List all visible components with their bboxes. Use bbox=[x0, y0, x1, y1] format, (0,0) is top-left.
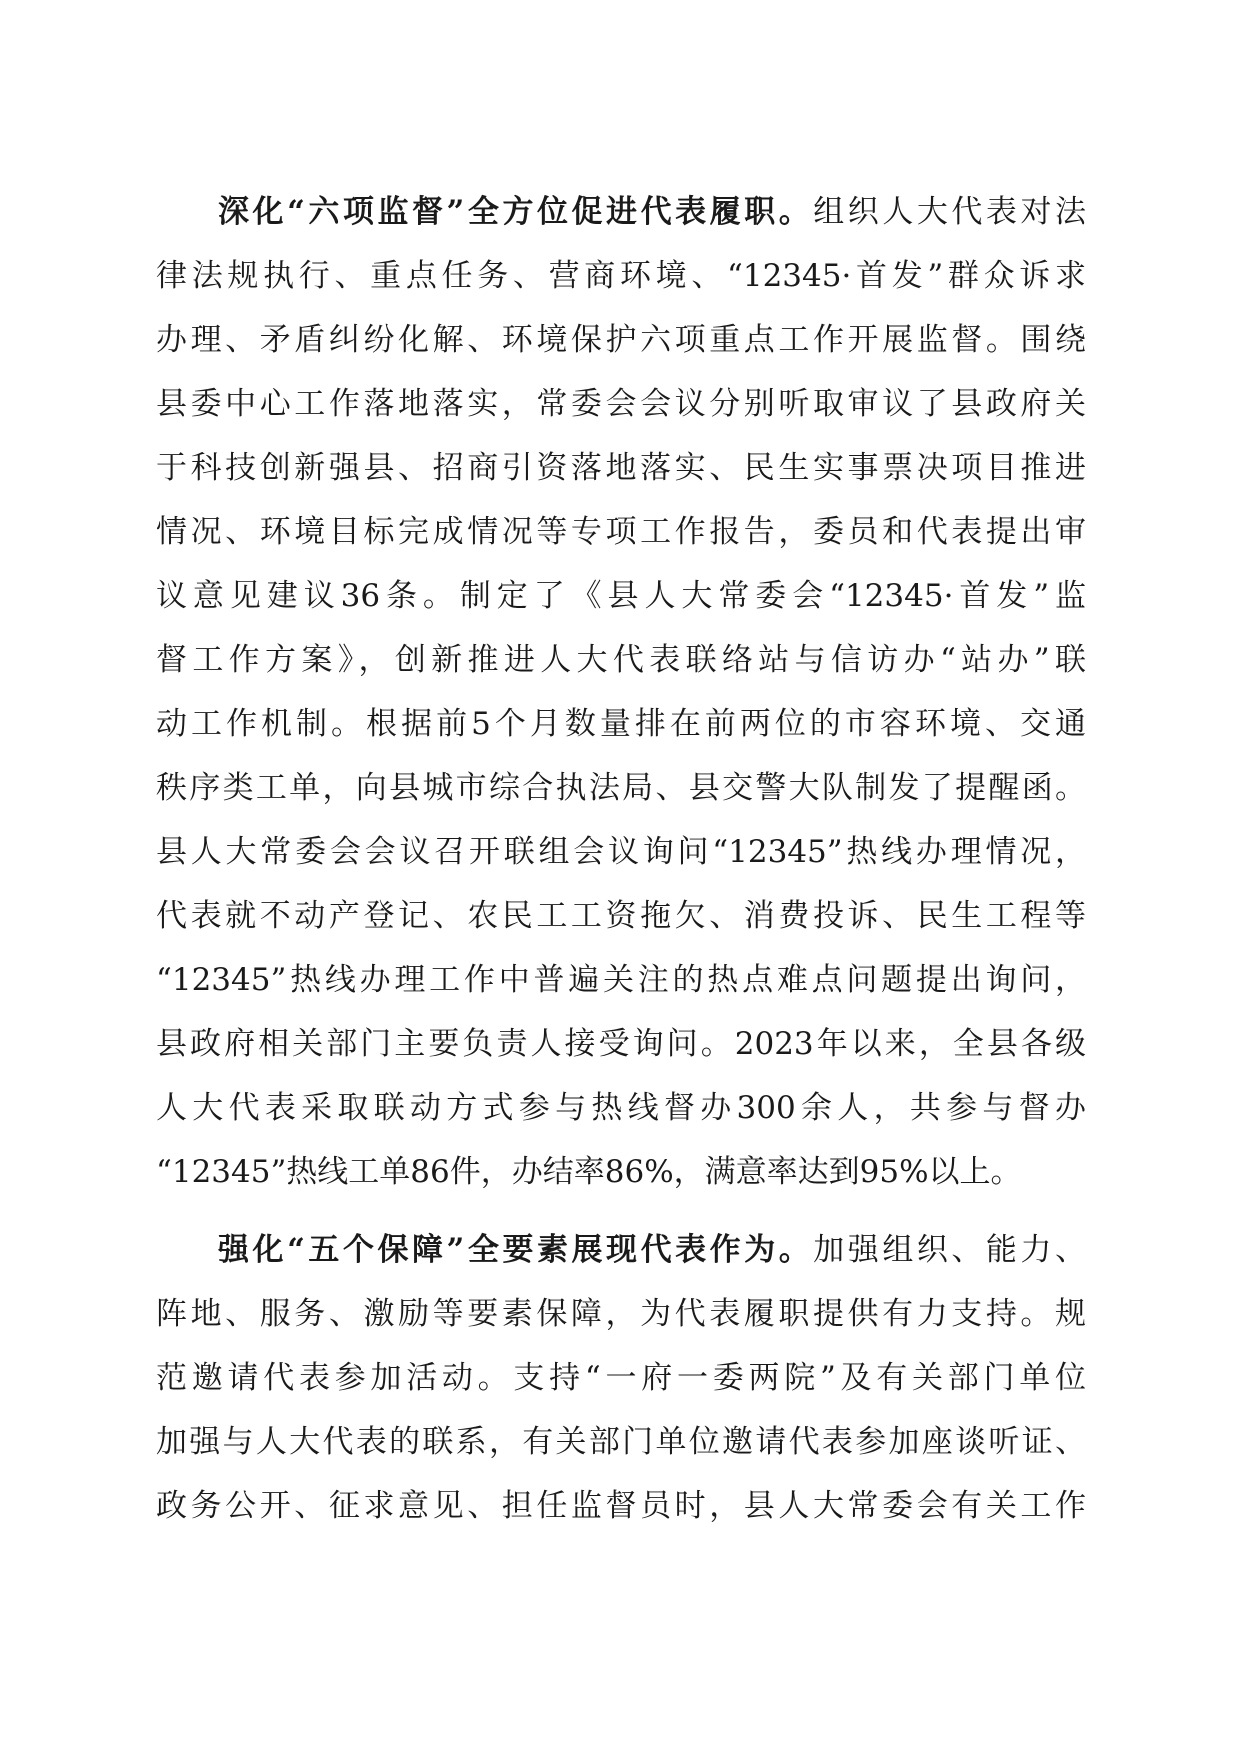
paragraph-line: 动工作机制。根据前5个月数量排在前两位的市容环境、交通 bbox=[156, 706, 1086, 742]
paragraph-line: 县政府相关部门主要负责人接受询问。2023年以来，全县各级 bbox=[156, 1026, 1086, 1062]
paragraph-line: 议意见建议36条。制定了《县人大常委会“12345·首发”监 bbox=[156, 578, 1086, 614]
paragraph-line: “12345”热线办理工作中普遍关注的热点难点问题提出询问， bbox=[156, 962, 1086, 998]
paragraph-lead-heading: 深化“六项监督”全方位促进代表履职。 bbox=[218, 194, 814, 230]
paragraph-last-line: “12345”热线工单86件，办结率86%，满意率达到95%以上。 bbox=[156, 1154, 1022, 1190]
paragraph-line: 加强与人大代表的联系，有关部门单位邀请代表参加座谈听证、 bbox=[156, 1424, 1086, 1460]
paragraph-line: 代表就不动产登记、农民工工资拖欠、消费投诉、民生工程等 bbox=[156, 898, 1086, 934]
paragraph-line: 办理、矛盾纠纷化解、环境保护六项重点工作开展监督。围绕 bbox=[156, 322, 1086, 358]
paragraph-first-line bbox=[156, 180, 1086, 244]
paragraph-line: 范邀请代表参加活动。支持“一府一委两院”及有关部门单位 bbox=[156, 1360, 1086, 1396]
paragraph-line: 情况、环境目标完成情况等专项工作报告，委员和代表提出审 bbox=[156, 514, 1086, 550]
paragraph-five-guarantees bbox=[156, 1218, 1086, 1538]
paragraph-text: 加强组织、能力、 bbox=[813, 1232, 1086, 1268]
paragraph-lead-heading: 强化“五个保障”全要素展现代表作为。 bbox=[218, 1232, 814, 1268]
paragraph-line: 于科技创新强县、招商引资落地落实、民生实事票决项目推进 bbox=[156, 450, 1086, 486]
paragraph-first-line bbox=[156, 1218, 1086, 1282]
paragraph-line: 督工作方案》，创新推进人大代表联络站与信访办“站办”联 bbox=[156, 642, 1086, 678]
paragraph-line: 县委中心工作落地落实，常委会会议分别听取审议了县政府关 bbox=[156, 386, 1086, 422]
paragraph-line: 阵地、服务、激励等要素保障，为代表履职提供有力支持。规 bbox=[156, 1296, 1086, 1332]
paragraph-line: 人大代表采取联动方式参与热线督办300余人，共参与督办 bbox=[156, 1090, 1086, 1126]
paragraph-line: 秩序类工单，向县城市综合执法局、县交警大队制发了提醒函。 bbox=[156, 770, 1086, 806]
paragraph-line: 县人大常委会会议召开联组会议询问“12345”热线办理情况， bbox=[156, 834, 1086, 870]
paragraph-text: 组织人大代表对法 bbox=[813, 194, 1086, 230]
paragraph-six-supervisions bbox=[156, 180, 1086, 1204]
paragraph-line: 政务公开、征求意见、担任监督员时，县人大常委会有关工作 bbox=[156, 1488, 1086, 1524]
paragraph-line: 律法规执行、重点任务、营商环境、“12345·首发”群众诉求 bbox=[156, 258, 1086, 294]
